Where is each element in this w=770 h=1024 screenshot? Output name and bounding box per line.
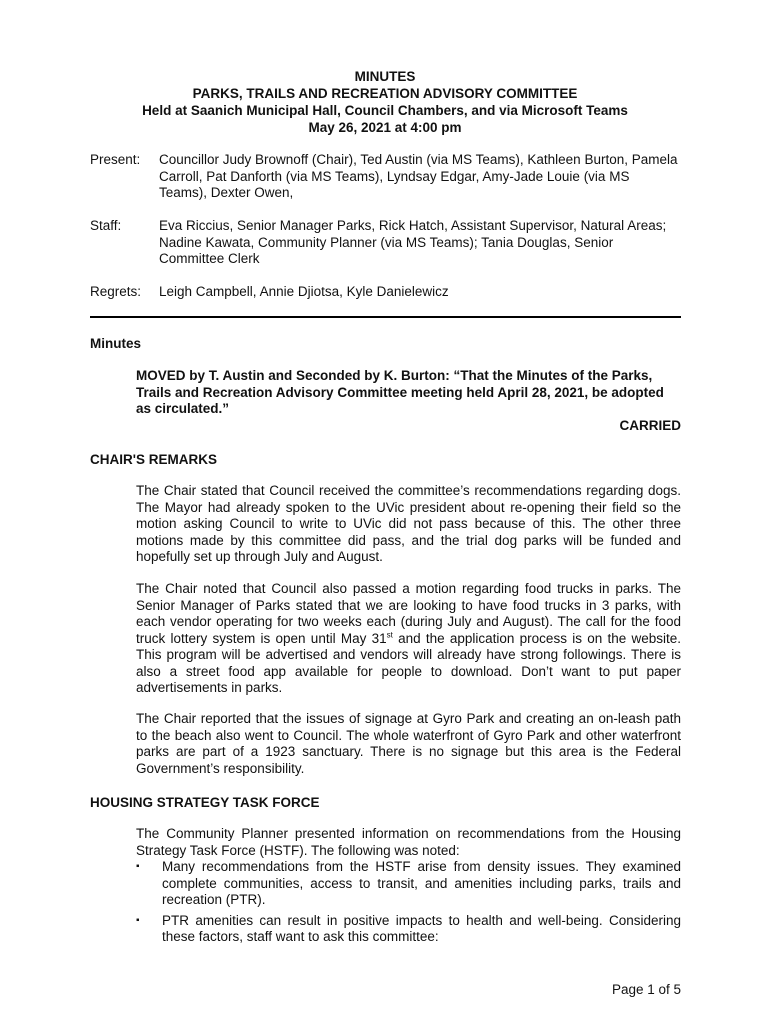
present-label: Present: bbox=[90, 152, 141, 167]
committee-name: PARKS, TRAILS AND RECREATION ADVISORY COMMITTEE bbox=[192, 86, 578, 101]
page-number: Page 1 of 5 bbox=[611, 982, 681, 997]
chairs-remarks-paragraph-3: The Chair reported that the issues of signage at Gyro Park and creating an on-leash path to the beach also went to Council. The whole waterfront of Gyro Park and other waterfront parks are part of a 1923 sanctuary. There is no signage but this area is the Federal Government’s responsibility. bbox=[136, 711, 681, 776]
housing-bullet-list bbox=[136, 859, 681, 950]
regrets-label: Regrets: bbox=[90, 284, 142, 299]
chairs-remarks-paragraph-1: The Chair stated that Council received the committee’s recommendations regarding dogs. The Mayor had already spoken to the UVic president about re-opening their field so the motion asking Council to write to UVic did not pass because of this. The other three motions made by this committee did pass, and the trial dog parks will be funded and hopefully set up through July and August. bbox=[136, 483, 681, 564]
chairs-remarks-paragraph-2 bbox=[136, 581, 681, 697]
minutes-heading: Minutes bbox=[90, 336, 142, 351]
meeting-location: Held at Saanich Municipal Hall, Council Chambers, and via Microsoft Teams bbox=[142, 103, 628, 118]
present-list: Councillor Judy Brownoff (Chair), Ted Austin (via MS Teams), Kathleen Burton, Pamela Carroll, Pat Danforth (via MS Teams), Lyndsay Edgar, Amy-Jade Louie (via MS Teams), Dexter Owen, bbox=[159, 152, 678, 200]
housing-intro: The Community Planner presented information on recommendations from the Housing Strategy Task Force (HSTF). The following was noted: bbox=[136, 826, 681, 858]
list-item bbox=[136, 859, 681, 909]
section-divider bbox=[90, 316, 681, 318]
minutes-motion: MOVED by T. Austin and Seconded by K. Burton: “That the Minutes of the Parks, Trails and Recreation Advisory Committee meeting held April 28, 2021, be adopted as circulated.” bbox=[136, 368, 664, 416]
bullet-text: Many recommendations from the HSTF arise from density issues. They examined complete communities, access to transit, and amenities including parks, trails and recreation (PTR). bbox=[162, 859, 681, 907]
bullet-icon: ▪ bbox=[136, 914, 140, 926]
list-item bbox=[136, 913, 681, 946]
regrets-list: Leigh Campbell, Annie Djiotsa, Kyle Danielewicz bbox=[159, 284, 449, 299]
meeting-date: May 26, 2021 at 4:00 pm bbox=[308, 120, 462, 135]
ordinal-suffix: st bbox=[386, 630, 393, 639]
paragraph-text: and the application process is on the website. This program will be advertised and vendors will already have strong followings. There is also a street food app available for people to download. Don’t want to put paper advertisements in parks. bbox=[136, 630, 681, 695]
bullet-text: PTR amenities can result in positive impacts to health and well-being. Considering these factors, staff want to ask this committee: bbox=[162, 912, 681, 944]
motion-result: CARRIED bbox=[619, 418, 681, 433]
bullet-icon: ▪ bbox=[136, 861, 140, 872]
housing-heading: HOUSING STRATEGY TASK FORCE bbox=[90, 795, 320, 810]
doc-title: MINUTES bbox=[354, 69, 416, 84]
staff-list: Eva Riccius, Senior Manager Parks, Rick Hatch, Assistant Supervisor, Natural Areas; Nadine Kawata, Community Planner (via MS Teams); Tania Douglas, Senior Committee Clerk bbox=[159, 218, 667, 266]
staff-label: Staff: bbox=[90, 218, 122, 233]
paragraph-text: The Chair noted that Council also passed a motion regarding food trucks in parks. The Senior Manager of Parks stated that we are looking to have food trucks in 3 parks, with each vendor operating for two weeks each (during July and August). The call for the food truck lottery system is open until May 31 bbox=[136, 581, 681, 646]
chairs-remarks-heading: CHAIR'S REMARKS bbox=[90, 452, 217, 467]
